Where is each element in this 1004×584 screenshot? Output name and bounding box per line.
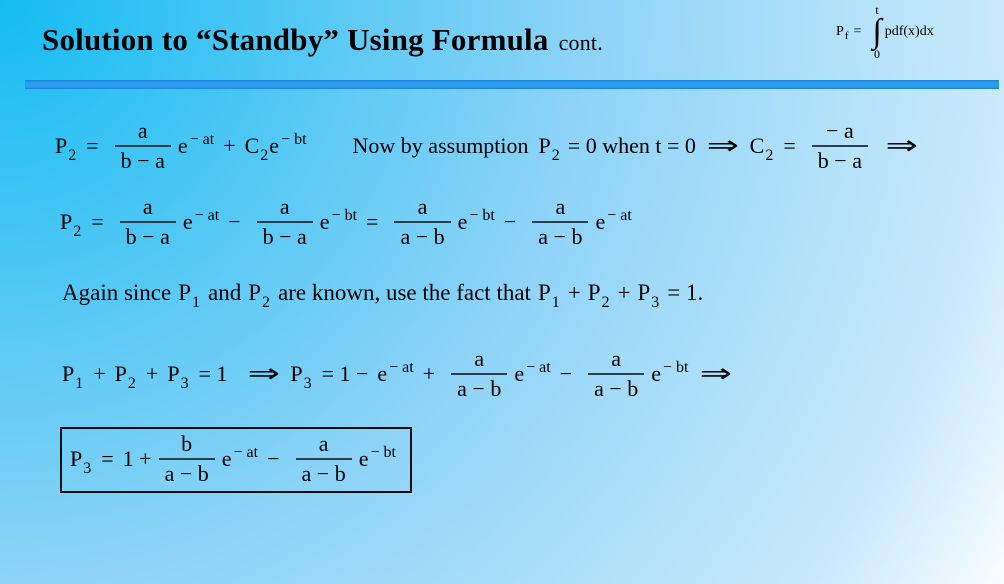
assumption-text: Now by assumption — [352, 132, 529, 158]
math-term — [319, 206, 358, 235]
math-term — [62, 360, 84, 392]
fraction-numerator: a — [142, 194, 153, 220]
failure-probability-formula — [836, 4, 934, 60]
term-subscript: 3 — [180, 374, 189, 392]
term-superscript: − bt — [663, 358, 689, 376]
fraction-numerator: a — [137, 118, 148, 144]
term-subscript: 3 — [83, 459, 92, 477]
slide-title-text: Solution to “Standby” Using Formula — [42, 22, 549, 57]
equals-sign: = — [783, 132, 796, 158]
equals-sign: = — [853, 24, 862, 40]
math-term — [244, 130, 307, 164]
fraction-denominator: b − a — [262, 223, 307, 249]
fraction-numerator: a — [417, 194, 428, 220]
term-base: C — [749, 132, 765, 158]
math-term — [290, 360, 312, 392]
term-base: P — [290, 360, 303, 386]
term-base: e — [595, 208, 606, 234]
term-superscript: − bt — [370, 443, 396, 461]
fraction-bar — [532, 221, 588, 223]
equals-sign: = — [101, 445, 114, 471]
math-term — [177, 130, 215, 159]
plus-sign: + — [422, 360, 436, 386]
term-superscript: − at — [526, 358, 551, 376]
math-term — [55, 132, 77, 164]
integral-sign-icon: ∫ — [872, 13, 882, 50]
slide-title-suffix: cont. — [558, 30, 603, 55]
fraction-numerator: a — [318, 431, 329, 457]
body-sentence — [62, 280, 704, 311]
fraction-bar — [812, 145, 868, 147]
term-base: P — [538, 132, 551, 158]
math-term — [587, 280, 611, 311]
equals-sign: = — [86, 132, 99, 158]
term-base: P — [836, 24, 844, 40]
math-term — [537, 280, 561, 311]
term-base: P — [70, 445, 83, 471]
fraction-denominator: a − b — [594, 375, 639, 401]
math-term — [538, 132, 561, 164]
math-term — [248, 280, 271, 311]
term-subscript: 2 — [73, 222, 82, 240]
minus-sign: − — [503, 208, 517, 234]
fraction-bar — [159, 458, 215, 460]
slide-title — [42, 22, 603, 58]
math-term — [178, 280, 201, 311]
fraction-numerator: a — [474, 346, 485, 372]
sentence-text: are known, use the fact that — [278, 280, 531, 305]
term-base: e — [177, 132, 188, 158]
math-term — [221, 443, 259, 472]
term-subscript: 3 — [651, 294, 660, 311]
equals-sign: = — [91, 208, 104, 234]
term-base: e — [358, 445, 369, 471]
math-constant: 1 + — [122, 445, 152, 471]
fraction — [115, 119, 171, 172]
math-term — [60, 208, 82, 240]
term-base: e — [377, 360, 388, 386]
math-term — [358, 443, 396, 472]
equals-sign: = 1 − — [321, 360, 369, 386]
implies-arrow-icon: ⇒ — [699, 359, 732, 389]
term-subscript: f — [844, 30, 849, 43]
minus-sign: − — [267, 445, 280, 471]
math-term — [114, 360, 137, 392]
plus-sign: + — [93, 360, 106, 386]
term-base: P — [55, 132, 68, 158]
term-base: e — [319, 208, 330, 234]
math-term — [749, 132, 775, 164]
term-subscript: 2 — [765, 146, 774, 164]
math-term — [651, 358, 689, 387]
fraction — [812, 119, 868, 172]
plus-sign: + — [617, 280, 631, 305]
fraction-bar — [115, 145, 171, 147]
plus-sign: + — [145, 360, 159, 386]
implies-arrow-icon: ⇒ — [247, 359, 280, 389]
title-divider — [25, 80, 999, 89]
fraction-denominator: a − b — [301, 460, 346, 486]
implies-arrow-icon: ⇒ — [706, 131, 740, 161]
math-term — [457, 206, 495, 235]
integral-upper-limit: t — [875, 3, 879, 17]
fraction — [257, 195, 313, 248]
equation-2 — [60, 192, 632, 252]
math-term — [637, 280, 661, 311]
equals-sign: = — [366, 208, 379, 234]
term-subscript: 2 — [551, 146, 560, 164]
plus-sign: + — [223, 132, 236, 158]
term-subscript: 2 — [601, 294, 610, 311]
term-base: P — [587, 280, 601, 305]
fraction — [120, 195, 176, 248]
term-base: P — [114, 360, 127, 386]
fraction-bar — [257, 221, 313, 223]
term-subscript: 3 — [303, 374, 312, 392]
term-base: e — [457, 208, 468, 234]
math-term — [377, 358, 414, 387]
fraction-denominator: b − a — [125, 223, 170, 249]
fraction — [159, 432, 215, 485]
term-superscript: − bt — [281, 130, 307, 148]
fraction-bar — [588, 373, 644, 375]
fraction-denominator: a − b — [400, 223, 445, 249]
fraction-numerator: a — [611, 346, 622, 372]
equation-3 — [62, 344, 742, 404]
fraction-denominator: b − a — [120, 147, 165, 173]
implies-arrow-icon: ⇒ — [885, 131, 919, 161]
term-base: P — [62, 360, 75, 386]
term-base: C — [244, 132, 260, 158]
term-base: P — [167, 360, 180, 386]
integral — [872, 4, 881, 60]
math-term — [836, 24, 849, 43]
condition-text: = 0 when t = 0 — [567, 132, 696, 158]
term-base: P — [248, 280, 262, 305]
fraction-denominator: a − b — [164, 460, 209, 486]
term-superscript: − at — [607, 206, 632, 224]
term-subscript: 2 — [127, 374, 136, 392]
term-subscript: 1 — [551, 294, 560, 311]
fraction-bar — [394, 221, 450, 223]
term-superscript: − bt — [469, 206, 495, 224]
term-subscript: 2 — [262, 294, 271, 311]
math-term — [182, 206, 220, 235]
result-box — [60, 427, 412, 493]
term-subscript: 2 — [260, 146, 269, 164]
term-base: P — [60, 208, 73, 234]
sentence-text: and — [208, 280, 242, 305]
sentence-text: = 1. — [667, 280, 704, 305]
plus-sign: + — [567, 280, 581, 305]
equation-1 — [55, 116, 929, 176]
fraction — [532, 195, 588, 248]
fraction-denominator: a − b — [538, 223, 583, 249]
term-superscript: − at — [389, 358, 414, 376]
minus-sign: − — [559, 360, 573, 386]
term-base: e — [221, 445, 232, 471]
term-base: e — [269, 132, 280, 158]
term-superscript: − at — [194, 206, 220, 224]
fraction-denominator: a − b — [457, 375, 502, 401]
fraction — [588, 347, 644, 400]
term-base: e — [514, 360, 525, 386]
minus-sign: − — [228, 208, 241, 234]
sentence-text: Again since — [62, 280, 172, 305]
equals-sign: = 1 — [198, 360, 228, 386]
fraction-bar — [120, 221, 176, 223]
term-superscript: − at — [189, 130, 215, 148]
fraction-bar — [451, 373, 507, 375]
term-base: P — [178, 280, 192, 305]
fraction-bar — [296, 458, 352, 460]
term-base: e — [182, 208, 193, 234]
fraction — [296, 432, 352, 485]
fraction-denominator: b − a — [817, 147, 862, 173]
fraction — [394, 195, 450, 248]
term-subscript: 1 — [75, 374, 84, 392]
math-term — [167, 360, 189, 392]
term-superscript: − bt — [331, 206, 358, 224]
term-base: P — [537, 280, 551, 305]
math-term — [595, 206, 632, 235]
fraction — [451, 347, 507, 400]
fraction-numerator: − a — [826, 118, 854, 144]
term-subscript: 1 — [192, 294, 201, 311]
term-superscript: − at — [233, 443, 259, 461]
fraction-numerator: b — [181, 431, 193, 457]
term-base: e — [651, 360, 662, 386]
fraction-numerator: a — [279, 194, 290, 220]
term-base: P — [637, 280, 651, 305]
math-term — [514, 358, 551, 387]
math-term — [70, 445, 92, 477]
integrand: pdf(x)dx — [884, 24, 934, 40]
fraction-numerator: a — [555, 194, 566, 220]
term-subscript: 2 — [68, 146, 77, 164]
integral-lower-limit: 0 — [874, 47, 881, 62]
